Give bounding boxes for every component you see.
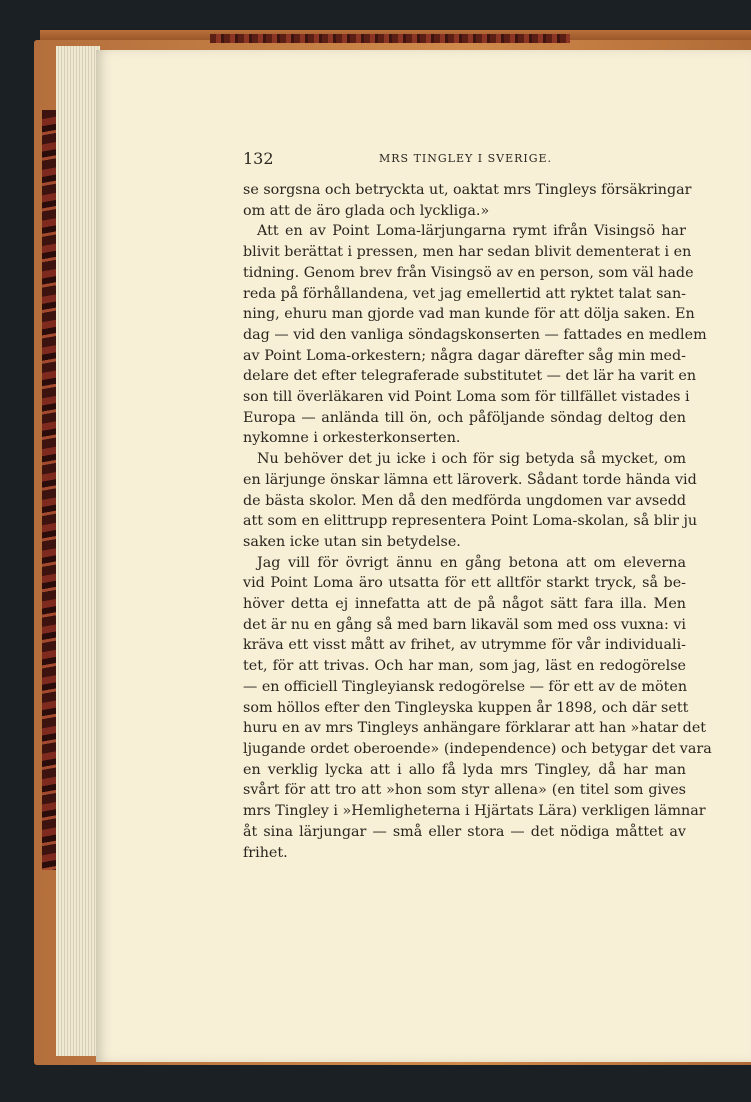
- text-line: huru en av mrs Tingleys anhängare förklarar att han »hatar det: [243, 720, 707, 737]
- text-line: saken icke utan sin betydelse.: [243, 533, 461, 550]
- body-text: [243, 180, 712, 863]
- text-line: mrs Tingley i »Hemligheterna i Hjärtats Lära) verkligen lämnar: [243, 803, 706, 820]
- text-line: svårt för att tro att »hon som styr allena» (en titel som gives: [243, 782, 686, 799]
- running-head: MRS TINGLEY I SVERIGE.: [379, 152, 553, 165]
- text-line: av Point Loma-orkestern; några dagar därefter såg min med-: [243, 347, 686, 364]
- text-line: att som en elittrupp representera Point Loma-skolan, så blir ju: [243, 513, 698, 530]
- book-spine-band: [210, 34, 570, 43]
- text-line: kräva ett visst mått av frihet, av utrymme för vår individuali-: [243, 637, 686, 654]
- text-line: son till överläkaren vid Point Loma som för tillfället vistades i: [243, 389, 690, 406]
- text-line: blivit berättat i pressen, men har sedan blivit dementerat i en: [243, 244, 692, 261]
- text-line: det är nu en gång så med barn likaväl som med oss vuxna: vi: [243, 616, 686, 633]
- text-line: Europa — anlända till ön, och påföljande söndag deltog den: [243, 409, 686, 426]
- text-line: ning, ehuru man gjorde vad man kunde för att dölja saken. En: [243, 306, 695, 323]
- text-line: se sorgsna och betryckta ut, oaktat mrs Tingleys försäkringar: [243, 182, 692, 198]
- text-line: höver detta ej innefatta att de på något sätt fara illa. Men: [243, 596, 686, 613]
- text-line: vid Point Loma äro utsatta för ett alltför starkt tryck, så be-: [243, 575, 686, 592]
- page-edges: [56, 46, 100, 1056]
- text-line: åt sina lärjungar — små eller stora — det nödiga måttet av: [243, 823, 686, 840]
- text-line: som höllos efter den Tingleyska kuppen år 1898, och där sett: [243, 699, 689, 716]
- text-line: ljugande ordet oberoende» (independence) och betygar det vara: [243, 740, 712, 757]
- text-line: tet, för att trivas. Och har man, som jag, läst en redogörelse: [243, 658, 686, 675]
- page-header: [243, 149, 683, 169]
- text-line: Jag vill för övrigt ännu en gång betona att om eleverna: [257, 554, 686, 571]
- text-line: nykomne i orkesterkonserten.: [243, 430, 461, 447]
- text-line: delare det efter telegraferade substitutet — det lär ha varit en: [243, 368, 697, 385]
- text-line: dag — vid den vanliga söndagskonserten — fattades en medlem: [243, 326, 707, 343]
- text-line: tidning. Genom brev från Visingsö av en person, som väl hade: [243, 264, 694, 281]
- text-line: en lärjunge önskar lämna ett läroverk. Sådant torde hända vid: [243, 471, 697, 488]
- text-line: de bästa skolor. Men då den medförda ungdomen var avsedd: [243, 492, 686, 509]
- text-line: Att en av Point Loma-lärjungarna rymt ifrån Visingsö har: [257, 223, 686, 240]
- text-line: Nu behöver det ju icke i och för sig betyda så mycket, om: [257, 451, 686, 468]
- text-line: frihet.: [243, 844, 288, 861]
- text-line: en verklig lycka att i allo få lyda mrs Tingley, då har man: [243, 761, 686, 778]
- page-number: 132: [243, 149, 274, 168]
- text-line: om att de äro glada och lyckliga.»: [243, 202, 490, 219]
- text-line: — en officiell Tingleyiansk redogörelse — för ett av de möten: [243, 678, 688, 695]
- text-line: reda på förhållandena, vet jag emellertid att ryktet talat san-: [243, 285, 686, 302]
